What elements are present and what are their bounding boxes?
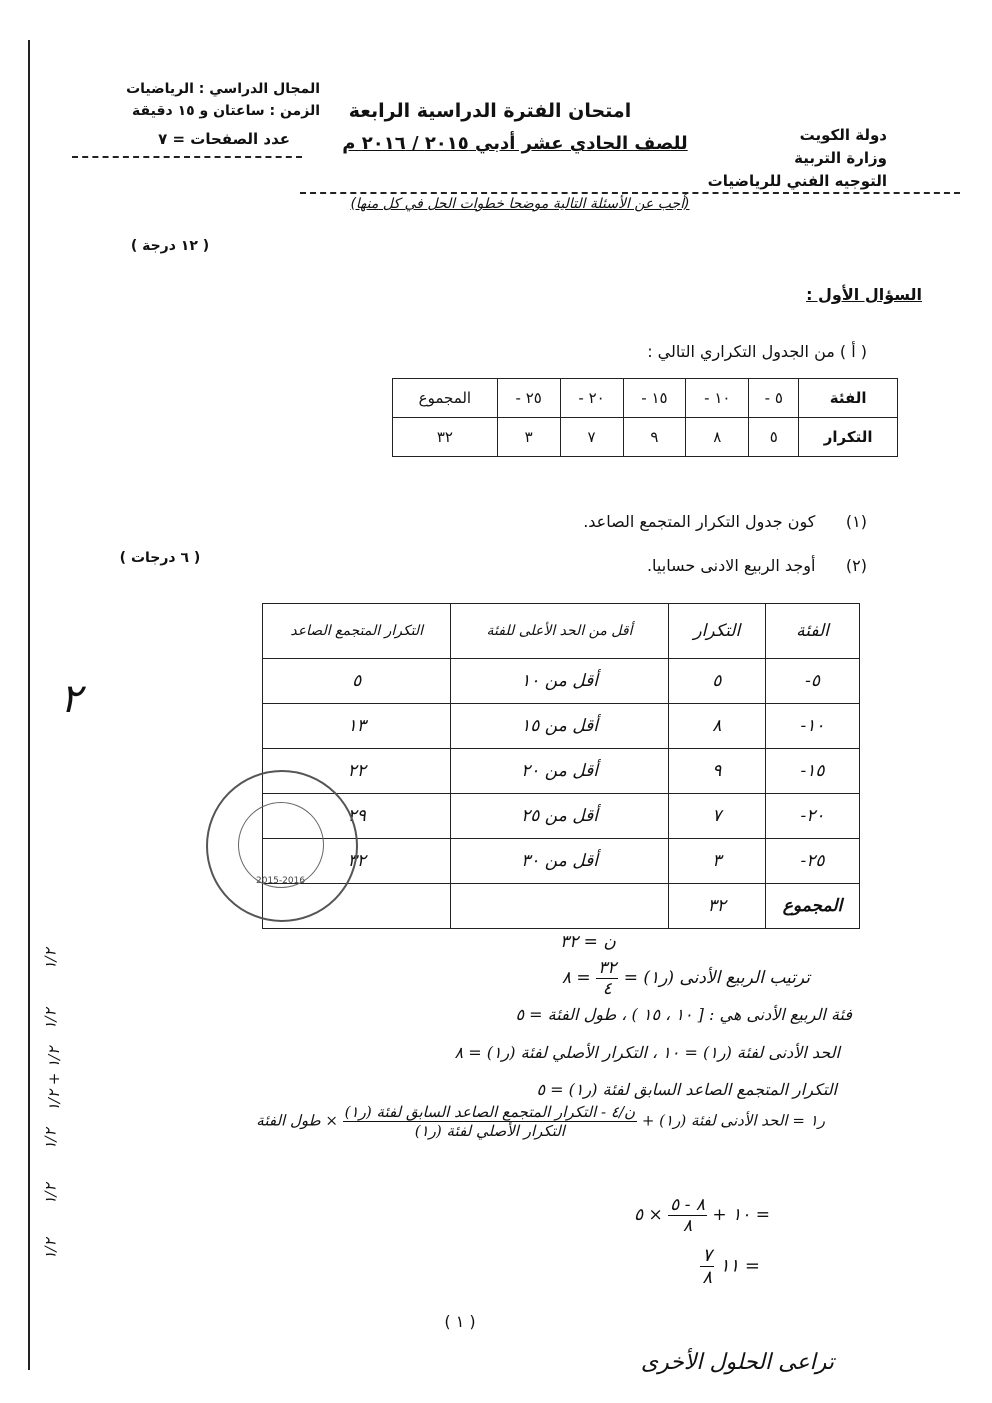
task-1 <box>583 512 867 531</box>
class-cell: ٥ - <box>749 379 799 418</box>
solution-class: فئة الربيع الأدنى هي : [ ١٠ ، ١٥ ) ، طول الفئة = ٥ <box>515 1005 852 1024</box>
half-mark: ١/٢ <box>41 1183 60 1205</box>
class-cell: ١٥ - <box>623 379 686 418</box>
solution-table <box>262 603 860 929</box>
row-label-frequency: التكرار <box>799 418 898 457</box>
frequency-cell: ٣ <box>668 839 765 884</box>
header-subject: المجال الدراسي : الرياضيات <box>126 81 320 97</box>
frequency-cell: ٨ <box>668 704 765 749</box>
less-than-cell: أقل من ٢٠ <box>451 749 668 794</box>
solution-cum-before: التكرار المتجمع الصاعد السابق لفئة (ر١) = ٥ <box>536 1080 837 1099</box>
half-mark: ١/٢ <box>41 1128 60 1150</box>
frequency-table <box>392 378 898 457</box>
header-info <box>80 78 320 122</box>
header-ministry-name: وزارة التربية <box>794 149 887 167</box>
result-whole: ١١ <box>719 1255 740 1277</box>
frequency-cell: ٥ <box>668 659 765 704</box>
solution-calc <box>480 1195 770 1236</box>
calc-rhs: × ٥ <box>633 1205 663 1225</box>
header-cumulative: التكرار المتجمع الصاعد <box>263 604 451 659</box>
part-a-intro: ( أ ) من الجدول التكراري التالي : <box>647 342 867 361</box>
frequency-cell: ٧ <box>560 418 623 457</box>
table-row <box>263 884 860 929</box>
header-dash-left <box>72 156 302 158</box>
exam-subtitle: للصف الحادي عشر أدبي ٢٠١٥ / ٢٠١٦ م <box>342 133 688 154</box>
formula-denominator: التكرار الأصلي لفئة (ر١) <box>414 1122 565 1140</box>
table-row <box>393 418 898 457</box>
class-cell: ٢٠ - <box>560 379 623 418</box>
rank-denominator: ٤ <box>602 979 612 999</box>
half-mark: ١/٢ + ١/٢ <box>45 1046 64 1112</box>
formula-fraction <box>343 1103 637 1140</box>
task-marks: ( ٦ درجات ) <box>119 550 201 566</box>
rank-numerator: ٣٢ <box>598 958 617 978</box>
half-mark: ١/٢ <box>41 948 60 970</box>
frequency-cell: ٥ <box>749 418 799 457</box>
header-pages: عدد الصفحات = ٧ <box>158 130 290 148</box>
frequency-cell: ٧ <box>668 794 765 839</box>
class-cell: ٢٥- <box>766 839 860 884</box>
half-mark: ١/٢ <box>41 1238 60 1260</box>
table-row <box>263 659 860 704</box>
solution-lower-limit: الحد الأدنى لفئة (ر١) = ١٠ ، التكرار الأصلي لفئة (ر١) = ٨ <box>454 1043 840 1062</box>
class-cell: ٢٠- <box>766 794 860 839</box>
calc-fraction <box>668 1195 707 1236</box>
task-text: أوجد الربيع الادنى حسابيا. <box>646 556 816 575</box>
empty-cell <box>451 884 668 929</box>
task-2 <box>647 556 867 575</box>
side-score: ٢ <box>60 676 82 722</box>
calc-lhs: = ١٠ + <box>712 1205 770 1225</box>
solution-n: ن = ٣٢ <box>560 932 616 952</box>
frequency-cell: ٩ <box>623 418 686 457</box>
less-than-cell: أقل من ٢٥ <box>451 794 668 839</box>
frequency-cell: ٣ <box>497 418 560 457</box>
frequency-cell: ٩ <box>668 749 765 794</box>
cumulative-cell: ٢٢ <box>263 749 451 794</box>
header-country: دولة الكويت <box>799 126 887 144</box>
class-cell: ٥- <box>766 659 860 704</box>
exam-title: امتحان الفترة الدراسية الرابعة <box>348 100 632 122</box>
formula-numerator: ن/٤ - التكرار المتجمع الصاعد السابق لفئة (ر١) <box>344 1103 636 1121</box>
half-mark: ١/٢ <box>41 1008 60 1030</box>
cumulative-cell: ٢٩ <box>263 794 451 839</box>
formula-rhs: × طول الفئة <box>256 1111 338 1130</box>
official-stamp <box>206 770 358 922</box>
header-department: التوجيه الفني للرياضيات <box>707 172 887 190</box>
formula-lhs: ر١ = الحد الأدنى لفئة (ر١) + <box>641 1111 825 1130</box>
question-title: السؤال الأول : <box>806 285 922 304</box>
cumulative-cell: ١٣ <box>263 704 451 749</box>
less-than-cell: أقل من ١٥ <box>451 704 668 749</box>
class-cell: ١٥- <box>766 749 860 794</box>
total-label-cell: المجموع <box>766 884 860 929</box>
frequency-cell-total: ٣٢ <box>393 418 498 457</box>
header-time: الزمن : ساعتان و ١٥ دقيقة <box>132 103 320 119</box>
less-than-cell: أقل من ٣٠ <box>451 839 668 884</box>
header-class: الفئة <box>766 604 860 659</box>
header-frequency: التكرار <box>668 604 765 659</box>
class-cell-total: المجموع <box>393 379 498 418</box>
task-number: (١) <box>845 512 867 531</box>
calc-numerator: ٨ - ٥ <box>670 1195 706 1215</box>
result-numerator: ٧ <box>702 1245 713 1266</box>
footer-note: تراعى الحلول الأخرى <box>640 1350 834 1375</box>
result-denominator: ٨ <box>702 1267 713 1288</box>
table-row <box>263 604 860 659</box>
calc-denominator: ٨ <box>683 1216 693 1236</box>
row-label-class: الفئة <box>799 379 898 418</box>
table-row <box>393 379 898 418</box>
page-number: ( ١ ) <box>444 1312 476 1331</box>
task-number: (٢) <box>845 556 867 575</box>
result-equals: = <box>744 1255 760 1277</box>
solution-rank <box>380 958 810 999</box>
header-less-than: أقل من الحد الأعلى للفئة <box>451 604 668 659</box>
class-cell: ٢٥ - <box>497 379 560 418</box>
total-marks: ( ١٢ درجة ) <box>130 238 210 254</box>
margin-line <box>28 40 30 1370</box>
instructions: (أجب عن الأسئلة التالية موضحا خطوات الحل في كل منها) <box>350 196 690 212</box>
header-dash-line <box>300 192 960 194</box>
stamp-year-text: 2015-2016 <box>256 876 306 886</box>
task-text: كون جدول التكرار المتجمع الصاعد. <box>583 512 816 531</box>
rank-text: ترتيب الربيع الأدنى (ر١) = <box>623 968 810 988</box>
rank-result: = ٨ <box>561 968 591 988</box>
total-frequency-cell: ٣٢ <box>668 884 765 929</box>
rank-fraction <box>596 958 618 999</box>
less-than-cell: أقل من ١٠ <box>451 659 668 704</box>
class-cell: ١٠- <box>766 704 860 749</box>
solution-formula <box>125 1103 825 1140</box>
table-row <box>263 704 860 749</box>
cumulative-cell: ٣٢ <box>263 839 451 884</box>
result-fraction <box>700 1245 714 1288</box>
frequency-cell: ٨ <box>686 418 749 457</box>
table-row <box>263 749 860 794</box>
cumulative-cell: ٥ <box>263 659 451 704</box>
solution-result <box>600 1245 760 1288</box>
class-cell: ١٠ - <box>686 379 749 418</box>
